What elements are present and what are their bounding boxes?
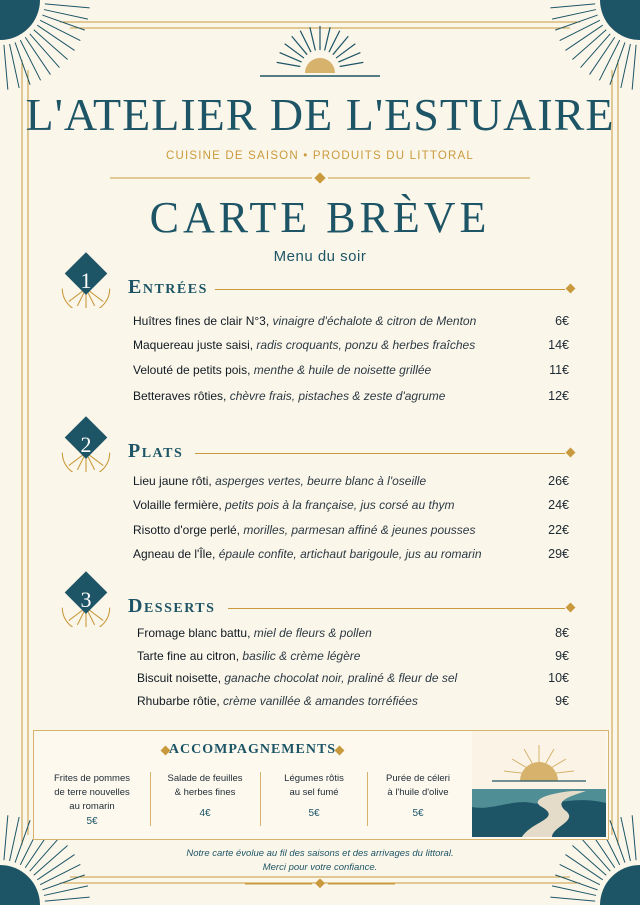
item-price: 9€ (555, 694, 569, 708)
footer-note: Notre carte évolue au fil des saisons et des arrivages du littoral. (186, 848, 454, 859)
section-number: 1 (80, 268, 92, 293)
item-price: 14€ (548, 338, 569, 352)
menu-item: Agneau de l'Île, épaule confite, artichaut barigoule, jus au romarin 29€ (133, 547, 569, 561)
section-title: Entrées (128, 276, 208, 298)
item-price: 24€ (548, 498, 569, 512)
side-dish: Salade de feuilles & herbes fines (167, 773, 243, 798)
menu-item: Volaille fermière, petits pois à la française, jus corsé au thym 24€ (133, 498, 569, 512)
sun-emblem (260, 26, 380, 76)
menu-item: Fromage blanc battu, miel de fleurs & pollen 8€ (137, 626, 569, 640)
footer-thanks: Merci pour votre confiance. (262, 862, 378, 873)
side-dish: Purée de céleri à l'huile d'olive (386, 773, 450, 798)
section-rule (215, 289, 565, 290)
section-title: Desserts (128, 595, 216, 617)
menu-item: Maquereau juste saisi, radis croquants, ponzu & herbes fraîches 14€ (133, 338, 569, 352)
menu-item: Lieu jaune rôti, asperges vertes, beurre blanc à l'oseille 26€ (133, 474, 569, 488)
divider (150, 772, 151, 826)
side-dish: Frites de pommes de terre nouvelles au romarin (53, 773, 131, 812)
menu-item: Tarte fine au citron, basilic & crème légère 9€ (137, 649, 569, 663)
menu-item: Velouté de petits pois, menthe & huile de noisette grillée 11€ (133, 363, 569, 377)
side-dish-price: 5€ (86, 816, 98, 827)
corner-sunburst-tr (600, 0, 640, 40)
menu-item: Rhubarbe rôtie, crème vanillée & amandes torréfiées 9€ (137, 694, 569, 708)
item-price: 8€ (555, 626, 569, 640)
item-price: 9€ (555, 649, 569, 663)
item-price: 22€ (548, 523, 569, 537)
section-title: Plats (128, 440, 184, 462)
menu-item: Biscuit noisette, ganache chocolat noir, praliné & fleur de sel 10€ (137, 671, 569, 685)
section-rule (195, 453, 565, 454)
item-price: 11€ (549, 363, 569, 377)
item-price: 10€ (548, 671, 569, 685)
menu-subtitle: Menu du soir (273, 248, 367, 265)
item-price: 29€ (548, 547, 569, 561)
item-price: 6€ (555, 314, 569, 328)
tagline: CUISINE DE SAISON • PRODUITS DU LITTORAL (165, 150, 475, 162)
section-rule (228, 608, 565, 609)
accompaniments-title: ACCOMPAGNEMENTS (168, 742, 337, 757)
side-dish: Légumes rôtis au sel fumé (284, 773, 344, 798)
section-number: 3 (80, 587, 92, 612)
divider (260, 772, 261, 826)
side-dish-price: 5€ (308, 808, 320, 819)
restaurant-name: L'ATELIER DE L'ESTUAIRE (25, 89, 615, 140)
item-price: 12€ (548, 389, 569, 403)
side-dish-price: 4€ (199, 808, 211, 819)
menu-item: Betteraves rôties, chèvre frais, pistaches & zeste d'agrume 12€ (133, 389, 569, 403)
item-price: 26€ (548, 474, 569, 488)
title-divider (110, 172, 530, 183)
corner-sunburst-tl (0, 0, 40, 40)
menu-item: Huîtres fines de clair N°3, vinaigre d'échalote & citron de Menton 6€ (133, 314, 569, 328)
menu-title: CARTE BRÈVE (149, 193, 491, 242)
side-dish-price: 5€ (412, 808, 424, 819)
menu-item: Risotto d'orge perlé, morilles, parmesan affiné & jeunes pousses 22€ (133, 523, 569, 537)
section-number: 2 (80, 432, 92, 457)
